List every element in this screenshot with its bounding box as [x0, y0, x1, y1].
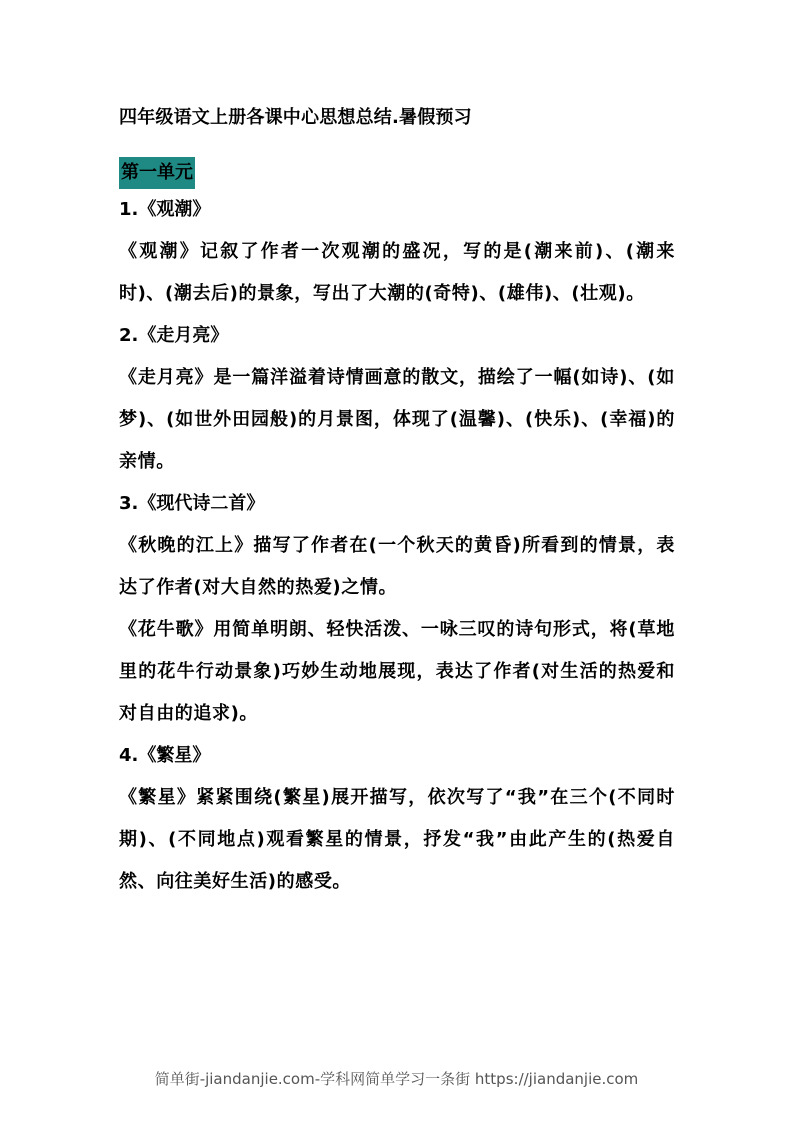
- lesson-paragraph: 《花牛歌》用简单明朗、轻快活泼、一咏三叹的诗句形式，将(草地里的花牛行动景象)巧妙生动地展现，表达了作者(对生活的热爱和对自由的追求)。: [119, 619, 675, 724]
- lesson-paragraph: 《秋晚的江上》描写了作者在(一个秋天的黄昏)所看到的情景，表达了作者(对大自然的热爱)之情。: [119, 535, 675, 598]
- document-content: [119, 104, 675, 903]
- lesson-1: [119, 189, 675, 315]
- lesson-2: [119, 315, 675, 483]
- lesson-paragraph: 《走月亮》是一篇洋溢着诗情画意的散文，描绘了一幅(如诗)、(如梦)、(如世外田园般)的月景图，体现了(温馨)、(快乐)、(幸福)的亲情。: [119, 367, 675, 472]
- lesson-paragraph: 《观潮》记叙了作者一次观潮的盛况，写的是(潮来前)、(潮来时)、(潮去后)的景象，写出了大潮的(奇特)、(雄伟)、(壮观)。: [119, 241, 675, 304]
- lesson-4: [119, 735, 675, 903]
- lesson-heading: 3.《现代诗二首》: [119, 493, 265, 514]
- lesson-heading: 2.《走月亮》: [119, 325, 229, 346]
- unit-heading: 第一单元: [119, 157, 195, 189]
- footer-watermark: 简单街-jiandanjie.com-学科网简单学习一条街 https://jiandanjie.com: [154, 1070, 639, 1088]
- lesson-paragraph: 《繁星》紧紧围绕(繁星)展开描写，依次写了“我”在三个(不同时期)、(不同地点)观看繁星的情景，抒发“我”由此产生的(热爱自然、向往美好生活)的感受。: [119, 787, 675, 892]
- lesson-heading: 4.《繁星》: [119, 745, 211, 766]
- document-title: 四年级语文上册各课中心思想总结.暑假预习: [119, 107, 472, 128]
- lesson-3: [119, 483, 675, 735]
- lesson-heading: 1.《观潮》: [119, 199, 211, 220]
